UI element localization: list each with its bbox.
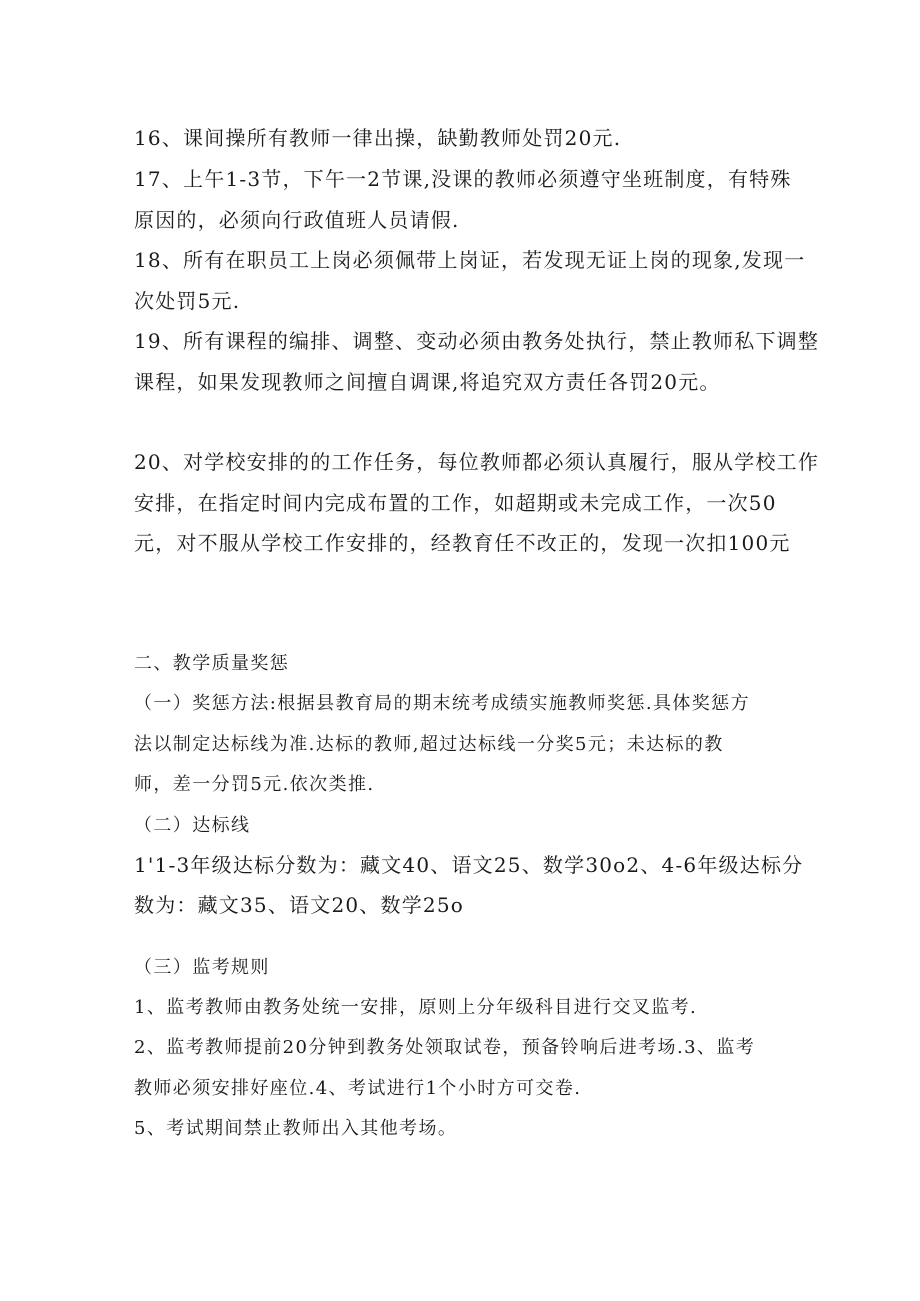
rule-19-line-2: 课程，如果发现教师之间擅自调课,将追究双方责任各罚20元。 <box>134 370 721 394</box>
reward-method-line-1: （一）奖惩方法:根据县教育局的期末统考成绩实施教师奖惩.具体奖惩方 <box>134 693 750 714</box>
rule-20-line-3: 元，对不服从学校工作安排的，经教育任不改正的，发现一次扣100元 <box>134 531 791 555</box>
section-heading-teaching-quality: 二、教学质量奖惩 <box>134 653 290 674</box>
standard-line-text-2: 数为：藏文35、语文20、数学25o <box>134 893 464 917</box>
rule-19-line-1: 19、所有课程的编排、调整、变动必须由教务处执行，禁止教师私下调整 <box>134 329 820 353</box>
rule-20-line-1: 20、对学校安排的的工作任务，每位教师都必须认真履行，服从学校工作 <box>134 450 820 474</box>
reward-method-line-3: 师，差一分罚5元.依次类推. <box>134 774 375 795</box>
rule-17-line-1: 17、上午1-3节，下午一2节课,没课的教师必须遵守坐班制度，有特殊 <box>134 167 792 191</box>
rule-17-line-2: 原因的，必须向行政值班人员请假. <box>134 208 460 232</box>
invigilation-rule-2-line-1: 2、监考教师提前20分钟到教务处领取试卷，预备铃响后进考场.3、监考 <box>134 1037 756 1058</box>
invigilation-rule-5: 5、考试期间禁止教师出入其他考场。 <box>134 1118 458 1139</box>
reward-method-line-2: 法以制定达标线为准.达标的教师,超过达标线一分奖5元；未达标的教 <box>134 734 724 755</box>
standard-line-text-1: 1'1-3年级达标分数为：藏文40、语文25、数学30o2、4-6年级达标分 <box>134 853 804 877</box>
rule-18-line-1: 18、所有在职员工上岗必须佩带上岗证，若发现无证上岗的现象,发现一 <box>134 248 806 272</box>
rule-20-line-2: 安排，在指定时间内完成布置的工作，如超期或未完成工作，一次50 <box>134 491 777 515</box>
invigilation-rules-heading: （三）监考规则 <box>134 957 270 978</box>
rule-18-line-2: 次处罚5元. <box>134 289 241 313</box>
invigilation-rule-2-line-2: 教师必须安排好座位.4、考试进行1个小时方可交卷. <box>134 1078 582 1099</box>
rule-16-line: 16、课间操所有教师一律出操，缺勤教师处罚20元. <box>134 126 622 150</box>
standard-line-heading: （二）达标线 <box>134 815 251 836</box>
invigilation-rule-1: 1、监考教师由教务处统一安排，原则上分年级科目进行交叉监考. <box>134 997 698 1018</box>
